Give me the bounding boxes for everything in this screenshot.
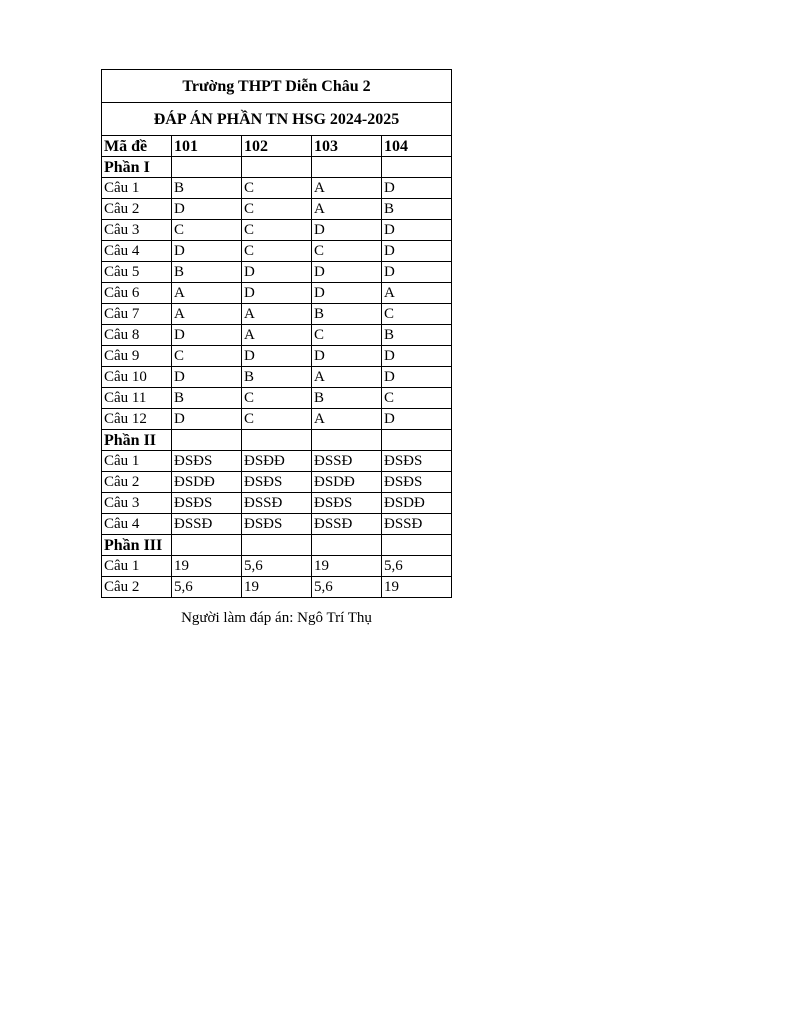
answer-cell: D	[382, 409, 452, 430]
answer-cell: D	[382, 346, 452, 367]
answer-cell: D	[382, 367, 452, 388]
question-cell: Câu 9	[102, 346, 172, 367]
answer-cell: ĐSĐS	[382, 472, 452, 493]
question-cell: Câu 2	[102, 472, 172, 493]
table-row	[102, 577, 452, 598]
question-cell: Câu 5	[102, 262, 172, 283]
answer-cell: D	[382, 220, 452, 241]
question-cell: Câu 3	[102, 220, 172, 241]
answer-cell: C	[312, 241, 382, 262]
answer-cell: A	[312, 178, 382, 199]
section-label: Phần III	[102, 535, 172, 556]
title-row	[102, 103, 452, 136]
answer-cell: ĐSĐS	[242, 514, 312, 535]
answer-cell: C	[382, 304, 452, 325]
answer-cell: D	[242, 283, 312, 304]
section-row	[102, 535, 452, 556]
author-note: Người làm đáp án: Ngô Trí Thụ	[181, 610, 372, 626]
answer-cell: B	[242, 367, 312, 388]
section-row	[102, 430, 452, 451]
question-cell: Câu 1	[102, 556, 172, 577]
answer-cell: C	[242, 388, 312, 409]
answer-cell: ĐSĐS	[172, 493, 242, 514]
table-row	[102, 514, 452, 535]
answer-cell: B	[382, 199, 452, 220]
table-row	[102, 451, 452, 472]
answer-cell: D	[312, 283, 382, 304]
empty-cell	[242, 430, 312, 451]
question-cell: Câu 10	[102, 367, 172, 388]
answer-cell: C	[312, 325, 382, 346]
answer-cell: C	[242, 178, 312, 199]
question-cell: Câu 4	[102, 514, 172, 535]
question-cell: Câu 7	[102, 304, 172, 325]
empty-cell	[242, 535, 312, 556]
section-label: Phần II	[102, 430, 172, 451]
answer-cell: C	[242, 199, 312, 220]
answer-cell: 5,6	[312, 577, 382, 598]
table-row	[102, 262, 452, 283]
empty-cell	[382, 157, 452, 178]
answer-cell: D	[172, 325, 242, 346]
answer-key-table	[101, 69, 452, 598]
answer-cell: C	[242, 409, 312, 430]
header-cell-101: 101	[172, 136, 242, 157]
answer-cell: ĐSĐĐ	[242, 451, 312, 472]
answer-cell: ĐSSĐ	[312, 451, 382, 472]
answer-cell: ĐSSĐ	[312, 514, 382, 535]
answer-cell: B	[172, 178, 242, 199]
answer-cell: D	[312, 262, 382, 283]
table-row	[102, 556, 452, 577]
answer-cell: C	[382, 388, 452, 409]
answer-cell: ĐSĐS	[382, 451, 452, 472]
answer-cell: B	[382, 325, 452, 346]
table-row	[102, 346, 452, 367]
table-row	[102, 283, 452, 304]
empty-cell	[312, 430, 382, 451]
answer-cell: C	[242, 241, 312, 262]
empty-cell	[312, 535, 382, 556]
answer-cell: 5,6	[242, 556, 312, 577]
question-cell: Câu 3	[102, 493, 172, 514]
answer-cell: 19	[172, 556, 242, 577]
header-row	[102, 136, 452, 157]
document-title: ĐÁP ÁN PHẦN TN HSG 2024-2025	[102, 103, 452, 136]
table-row	[102, 325, 452, 346]
answer-key-sheet	[101, 69, 452, 598]
answer-cell: B	[312, 388, 382, 409]
answer-cell: D	[382, 262, 452, 283]
table-row	[102, 178, 452, 199]
empty-cell	[242, 157, 312, 178]
answer-cell: 5,6	[172, 577, 242, 598]
question-cell: Câu 1	[102, 451, 172, 472]
answer-cell: 19	[242, 577, 312, 598]
answer-cell: A	[242, 325, 312, 346]
answer-cell: A	[172, 304, 242, 325]
answer-cell: ĐSDĐ	[312, 472, 382, 493]
school-name: Trường THPT Diễn Châu 2	[102, 70, 452, 103]
table-row	[102, 304, 452, 325]
answer-cell: D	[242, 346, 312, 367]
empty-cell	[172, 535, 242, 556]
answer-cell: D	[382, 241, 452, 262]
question-cell: Câu 2	[102, 577, 172, 598]
answer-cell: B	[312, 304, 382, 325]
question-cell: Câu 2	[102, 199, 172, 220]
answer-cell: C	[242, 220, 312, 241]
table-row	[102, 199, 452, 220]
answer-cell: D	[242, 262, 312, 283]
answer-cell: C	[172, 220, 242, 241]
answer-cell: A	[312, 199, 382, 220]
header-cell-104: 104	[382, 136, 452, 157]
question-cell: Câu 8	[102, 325, 172, 346]
table-row	[102, 493, 452, 514]
question-cell: Câu 6	[102, 283, 172, 304]
answer-cell: A	[242, 304, 312, 325]
answer-cell: ĐSSĐ	[242, 493, 312, 514]
answer-cell: D	[312, 220, 382, 241]
question-cell: Câu 12	[102, 409, 172, 430]
table-row	[102, 220, 452, 241]
answer-cell: ĐSSĐ	[382, 514, 452, 535]
section-row	[102, 157, 452, 178]
answer-cell: C	[172, 346, 242, 367]
empty-cell	[382, 535, 452, 556]
empty-cell	[172, 430, 242, 451]
table-row	[102, 367, 452, 388]
question-cell: Câu 1	[102, 178, 172, 199]
answer-cell: ĐSDĐ	[382, 493, 452, 514]
answer-cell: A	[312, 409, 382, 430]
empty-cell	[172, 157, 242, 178]
answer-cell: D	[172, 241, 242, 262]
question-cell: Câu 4	[102, 241, 172, 262]
answer-cell: 19	[382, 577, 452, 598]
header-cell-code-label: Mã đề	[102, 136, 172, 157]
answer-cell: B	[172, 262, 242, 283]
answer-cell: ĐSSĐ	[172, 514, 242, 535]
section-label: Phần I	[102, 157, 172, 178]
answer-cell: A	[382, 283, 452, 304]
answer-cell: ĐSDĐ	[172, 472, 242, 493]
table-row	[102, 388, 452, 409]
header-cell-102: 102	[242, 136, 312, 157]
table-row	[102, 472, 452, 493]
school-row	[102, 70, 452, 103]
answer-cell: 5,6	[382, 556, 452, 577]
answer-cell: ĐSĐS	[312, 493, 382, 514]
question-cell: Câu 11	[102, 388, 172, 409]
answer-cell: D	[172, 199, 242, 220]
table-row	[102, 409, 452, 430]
answer-cell: D	[172, 367, 242, 388]
answer-cell: B	[172, 388, 242, 409]
empty-cell	[312, 157, 382, 178]
table-row	[102, 241, 452, 262]
answer-cell: D	[312, 346, 382, 367]
answer-cell: ĐSĐS	[242, 472, 312, 493]
header-cell-103: 103	[312, 136, 382, 157]
answer-cell: ĐSĐS	[172, 451, 242, 472]
answer-cell: A	[172, 283, 242, 304]
empty-cell	[382, 430, 452, 451]
answer-cell: A	[312, 367, 382, 388]
answer-cell: D	[382, 178, 452, 199]
answer-cell: 19	[312, 556, 382, 577]
answer-cell: D	[172, 409, 242, 430]
